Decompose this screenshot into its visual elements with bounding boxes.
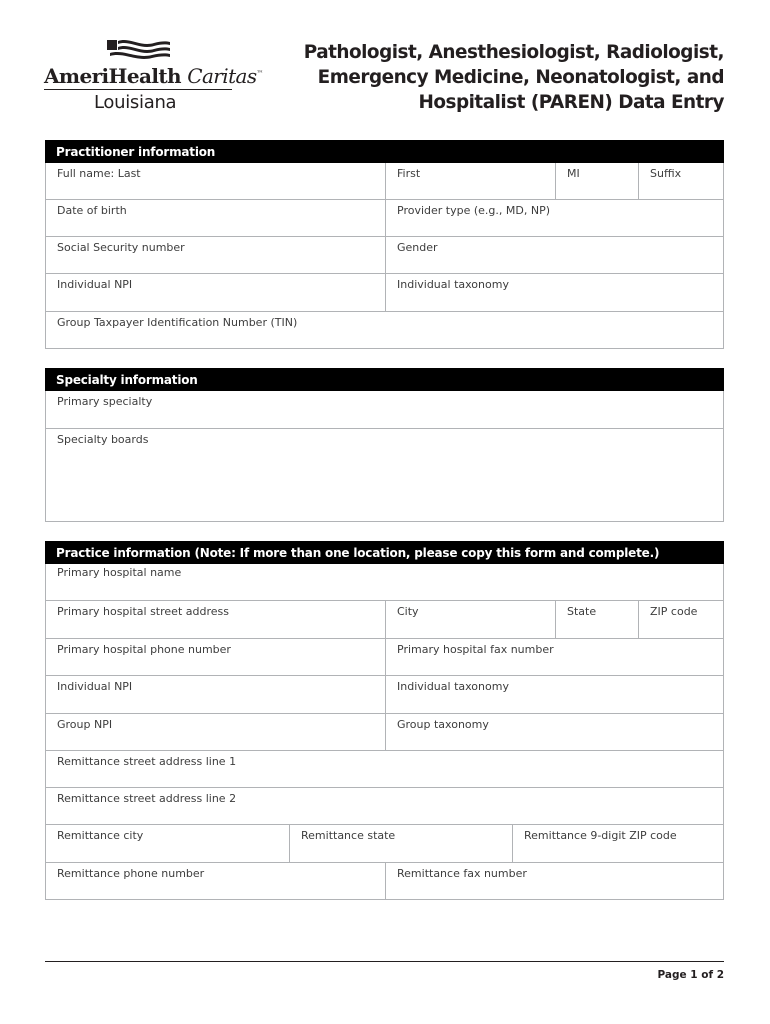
title-line-2: Emergency Medicine, Neonatologist, and — [317, 67, 724, 88]
primary-hospital-name-field[interactable]: Primary hospital name — [57, 566, 182, 579]
name-row — [46, 163, 723, 200]
remittance-street2-field[interactable]: Remittance street address line 2 — [57, 792, 237, 805]
specialty-section — [45, 368, 724, 522]
tin-row — [46, 312, 723, 349]
footer-divider — [45, 961, 724, 962]
practice-section — [45, 541, 724, 900]
ssn-field[interactable]: Social Security number — [57, 241, 185, 254]
practice-individual-taxonomy-field[interactable]: Individual taxonomy — [385, 676, 723, 713]
hospital-name-row — [46, 564, 723, 601]
page-number: Page 1 of 2 — [657, 969, 724, 981]
title-line-1: Pathologist, Anesthesiologist, Radiologist, — [303, 42, 724, 63]
practice-heading: Practice information (Note: If more than one location, please copy this form and complete.) — [45, 541, 724, 564]
logo-region: Louisiana — [94, 92, 177, 113]
suffix-field[interactable]: Suffix — [638, 163, 723, 199]
individual-npi-field[interactable]: Individual NPI — [57, 278, 133, 291]
practice-npi-row — [46, 676, 723, 714]
remit-street2-row — [46, 788, 723, 825]
specialty-boards-field[interactable]: Specialty boards — [57, 433, 149, 446]
title-line-3: Hospitalist (PAREN) Data Entry — [418, 92, 724, 113]
trademark: ™ — [256, 69, 263, 78]
group-taxonomy-field[interactable]: Group taxonomy — [385, 714, 723, 750]
gender-field[interactable]: Gender — [385, 237, 723, 273]
state-field[interactable]: State — [555, 601, 638, 638]
brand-bold: AmeriHealth — [44, 64, 181, 88]
remittance-phone-field[interactable]: Remittance phone number — [57, 867, 205, 880]
flag-icon — [106, 38, 172, 64]
group-npi-row — [46, 714, 723, 751]
primary-hospital-fax-field[interactable]: Primary hospital fax number — [385, 639, 723, 675]
group-npi-field[interactable]: Group NPI — [57, 718, 113, 731]
practitioner-heading: Practitioner information — [45, 140, 724, 163]
last-name-field[interactable]: Full name: Last — [57, 167, 141, 180]
brand-name — [44, 64, 263, 88]
npi-row — [46, 274, 723, 312]
form-title — [294, 40, 724, 115]
city-field[interactable]: City — [385, 601, 555, 638]
provider-type-field[interactable]: Provider type (e.g., MD, NP) — [385, 200, 723, 236]
zip-code-field[interactable]: ZIP code — [638, 601, 723, 638]
primary-hospital-phone-field[interactable]: Primary hospital phone number — [57, 643, 231, 656]
remittance-fax-field[interactable]: Remittance fax number — [385, 863, 723, 899]
remittance-zip-field[interactable]: Remittance 9-digit ZIP code — [512, 825, 723, 862]
hospital-phone-row — [46, 639, 723, 676]
remit-street1-row — [46, 751, 723, 788]
hospital-address-row — [46, 601, 723, 639]
date-of-birth-field[interactable]: Date of birth — [57, 204, 127, 217]
ssn-row — [46, 237, 723, 274]
primary-specialty-row — [46, 391, 723, 429]
middle-initial-field[interactable]: MI — [555, 163, 638, 199]
remit-city-row — [46, 825, 723, 863]
first-name-field[interactable]: First — [385, 163, 555, 199]
specialty-boards-row — [46, 429, 723, 522]
remittance-state-field[interactable]: Remittance state — [289, 825, 512, 862]
specialty-heading: Specialty information — [45, 368, 724, 391]
company-logo — [44, 38, 263, 116]
individual-taxonomy-field[interactable]: Individual taxonomy — [385, 274, 723, 311]
remittance-street1-field[interactable]: Remittance street address line 1 — [57, 755, 237, 768]
dob-row — [46, 200, 723, 237]
primary-hospital-street-field[interactable]: Primary hospital street address — [57, 605, 229, 618]
practice-individual-npi-field[interactable]: Individual NPI — [57, 680, 133, 693]
practitioner-section — [45, 140, 724, 349]
group-tin-field[interactable]: Group Taxpayer Identification Number (TIN) — [57, 316, 298, 329]
brand-italic: Caritas — [187, 64, 257, 88]
remit-phone-row — [46, 863, 723, 900]
remittance-city-field[interactable]: Remittance city — [57, 829, 144, 842]
primary-specialty-field[interactable]: Primary specialty — [57, 395, 153, 408]
logo-divider — [44, 89, 232, 90]
